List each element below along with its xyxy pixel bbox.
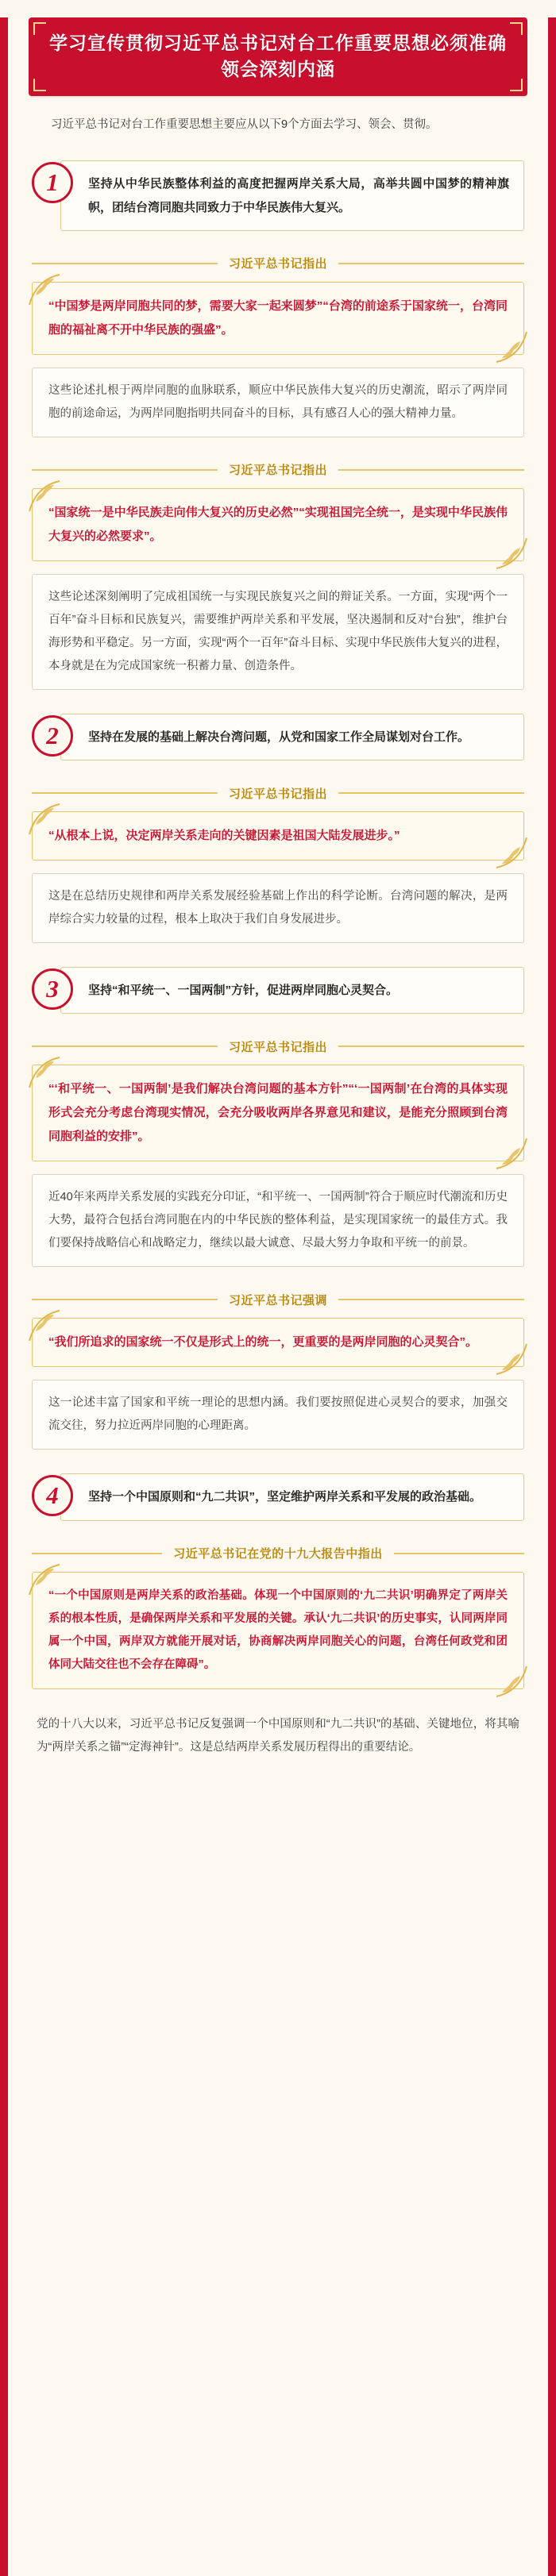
- section-heading: 坚持“和平统一、一国两制”方针，促进两岸同胞心灵契合。: [60, 967, 524, 1014]
- article-page: [0, 17, 556, 2576]
- ribbon-line-left: [32, 263, 218, 264]
- quote-attribution: 习近平总书记在党的十九大报告中指出: [173, 1547, 383, 1561]
- leaf-ornament-icon: [493, 329, 530, 365]
- leaf-ornament-icon: [493, 1663, 530, 1700]
- quote-ribbon: [32, 458, 524, 482]
- banner-corner-bottom-right: [510, 79, 523, 91]
- ribbon-line-left: [32, 469, 218, 471]
- quote-content: “‘和平统一、一国两制’是我们解决台湾问题的基本方针”“‘一国两制’在台湾的具体实现形式会充分考虑台湾现实情况，会充分吸收两岸各界意见和建议，是能充分照顾到台湾同胞利益的安排”。: [48, 1082, 508, 1144]
- page-title: 学习宣传贯彻习近平总书记对台工作重要思想必须准确领会深刻内涵: [49, 33, 507, 79]
- quote-ribbon: [32, 781, 524, 805]
- quote-text-box: [32, 1572, 524, 1689]
- commentary-text: 这是在总结历史规律和两岸关系发展经验基础上作出的科学论断。台湾问题的解决，是两岸综合实力较量的过程，根本上取决于我们自身发展进步。: [32, 873, 524, 943]
- quote-ribbon: [32, 1542, 524, 1565]
- numbered-section: [32, 160, 524, 231]
- commentary-text: 党的十八大以来，习近平总书记反复强调一个中国原则和“九二共识”的基础、关键地位，将其喻为“两岸关系之锚”“定海神针”。这是总结两岸关系发展历程得出的重要结论。: [37, 1717, 519, 1754]
- quote-content: “我们所追求的国家统一不仅是形式上的统一，更重要的是两岸同胞的心灵契合”。: [48, 1335, 478, 1350]
- ribbon-line-right: [338, 263, 524, 264]
- section-heading: 坚持在发展的基础上解决台湾问题，从党和国家工作全局谋划对台工作。: [60, 714, 524, 760]
- quote-content: “一个中国原则是两岸关系的政治基础。体现一个中国原则的‘九二共识’明确界定了两岸关系的根本性质，是确保两岸关系和平发展的关键。承认‘九二共识’的历史事实，认同两岸同属一个中国，两岸双方就能开展对话，协商解决两岸同胞关心的问题，台湾任何政党和团体同大陆交往也不会存在障碍”。: [48, 1588, 508, 1671]
- section-heading: 坚持从中华民族整体利益的高度把握两岸关系大局，高举共圆中国梦的精神旗帜，团结台湾同胞共同致力于中华民族伟大复兴。: [60, 160, 524, 231]
- quote-ribbon: [32, 1288, 524, 1311]
- title-banner: [29, 17, 527, 96]
- quote-text-box: [32, 488, 524, 561]
- quote-block: [32, 1542, 524, 1689]
- leaf-ornament-icon: [493, 535, 530, 572]
- leaf-ornament-icon: [493, 834, 530, 871]
- leaf-ornament-icon: [493, 1135, 530, 1172]
- quote-ribbon: [32, 1034, 524, 1058]
- numbered-section: [32, 967, 524, 1014]
- ribbon-line-left: [32, 792, 218, 794]
- intro-paragraph: 习近平总书记对台工作重要思想主要应从以下9个方面去学习、领会、贯彻。: [51, 118, 438, 132]
- quote-attribution: 习近平总书记指出: [229, 464, 328, 478]
- quote-text-box: [32, 811, 524, 861]
- banner-corner-top-left: [33, 22, 46, 35]
- quote-text-box: [32, 282, 524, 355]
- ribbon-line-right: [338, 792, 524, 794]
- numbered-section: [32, 1473, 524, 1520]
- ribbon-line-right: [394, 1553, 524, 1554]
- ribbon-line-right: [338, 1299, 524, 1300]
- section-number-badge: 3: [32, 968, 73, 1010]
- commentary-text: 近40年来两岸关系发展的实践充分印证，“和平统一、一国两制”符合于顺应时代潮流和历史大势，最符合包括台湾同胞在内的中华民族的整体利益，是实现国家统一的最佳方式。我们要保持战略信心和战略定力，继续以最大诚意、尽最大努力争取和平统一的前景。: [32, 1174, 524, 1267]
- banner-corner-bottom-left: [33, 79, 46, 91]
- quote-attribution: 习近平总书记强调: [229, 1293, 328, 1307]
- quote-attribution: 习近平总书记指出: [229, 257, 328, 271]
- commentary-text: 这些论述深刻阐明了完成祖国统一与实现民族复兴之间的辩证关系。一方面，实现“两个一百年”奋斗目标和民族复兴，需要维护两岸关系和平发展，坚决遏制和反对“台独”，维护台海形势和平稳定。另一方面，实现“两个一百年”奋斗目标、实现中华民族伟大复兴的进程，本身就是在为完成国家统一积蓄力量、创造条件。: [32, 574, 524, 690]
- section-number-badge: 1: [32, 162, 73, 203]
- commentary-text: 这一论述丰富了国家和平统一理论的思想内涵。我们要按照促进心灵契合的要求，加强交流交往，努力拉近两岸同胞的心理距离。: [32, 1380, 524, 1450]
- quote-block: [32, 458, 524, 561]
- numbered-section: [32, 714, 524, 760]
- quote-text-box: [32, 1318, 524, 1367]
- ribbon-line-left: [32, 1045, 218, 1047]
- quote-attribution: 习近平总书记指出: [229, 787, 328, 801]
- ribbon-line-left: [32, 1299, 218, 1300]
- quote-text-box: [32, 1065, 524, 1161]
- quote-content: “国家统一是中华民族走向伟大复兴的历史必然”“实现祖国完全统一，是实现中华民族伟大复兴的必然要求”。: [48, 505, 508, 543]
- ribbon-line-right: [338, 1045, 524, 1047]
- quote-ribbon: [32, 252, 524, 275]
- section-number-badge: 2: [32, 715, 73, 757]
- quote-attribution: 习近平总书记指出: [229, 1040, 328, 1054]
- commentary-text: 这些论述扎根于两岸同胞的血脉联系，顺应中华民族伟大复兴的历史潮流，昭示了两岸同胞的前途命运，为两岸同胞指明共同奋斗的目标，具有感召人心的强大精神力量。: [32, 368, 524, 437]
- quote-block: [32, 781, 524, 861]
- quote-content: “从根本上说，决定两岸关系走向的关键因素是祖国大陆发展进步。”: [48, 829, 400, 843]
- leaf-ornament-icon: [493, 1341, 530, 1377]
- banner-corner-top-right: [510, 22, 523, 35]
- quote-block: [32, 1034, 524, 1161]
- quote-block: [32, 252, 524, 355]
- section-heading: 坚持一个中国原则和“九二共识”，坚定维护两岸关系和平发展的政治基础。: [60, 1473, 524, 1520]
- quote-content: “中国梦是两岸同胞共同的梦，需要大家一起来圆梦”“台湾的前途系于国家统一，台湾同胞的福祉离不开中华民族的强盛”。: [48, 298, 508, 337]
- ribbon-line-left: [32, 1553, 162, 1554]
- ribbon-line-right: [338, 469, 524, 471]
- section-number-badge: 4: [32, 1475, 73, 1516]
- quote-block: [32, 1288, 524, 1367]
